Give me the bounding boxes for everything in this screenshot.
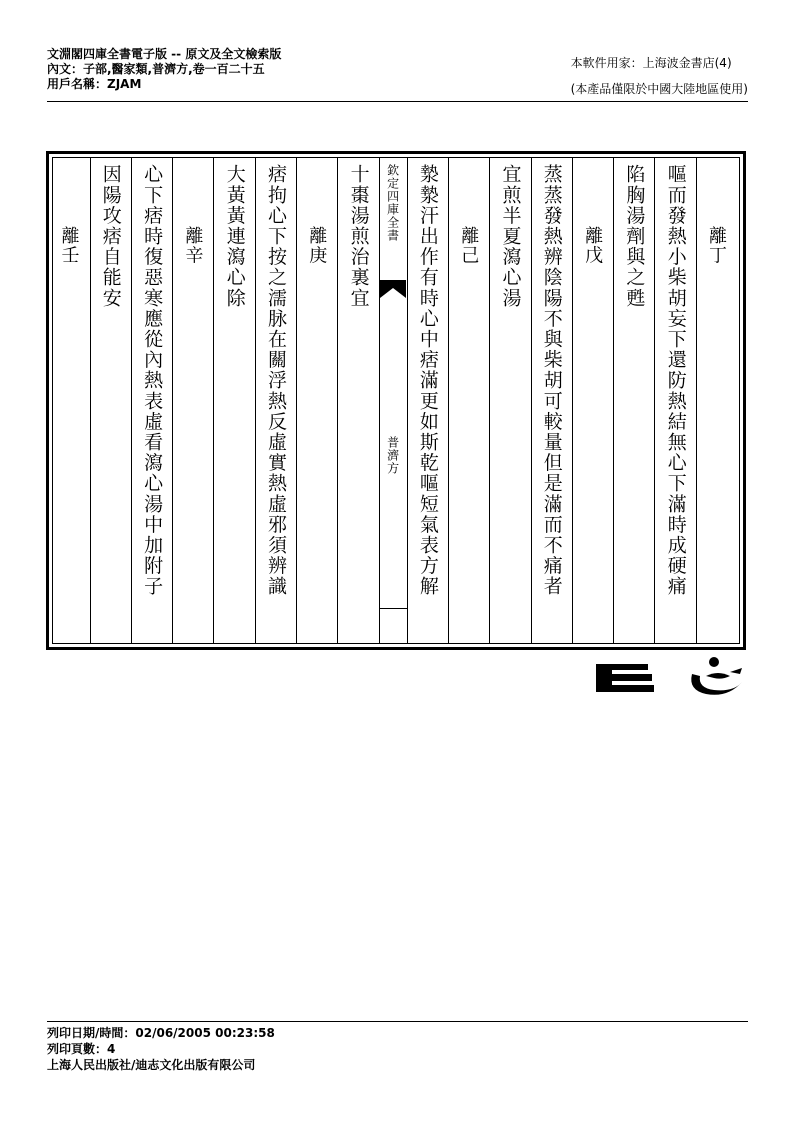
section-heading-column: [696, 158, 737, 643]
section-heading: 離庚: [306, 226, 328, 266]
text-column: [654, 158, 695, 643]
publisher-logo-left: [592, 660, 658, 696]
fishtail-mark-icon: [380, 280, 406, 300]
verse-line: 蒸蒸發熱辨陰陽不與柴胡可較量但是滿而不痛者: [540, 164, 563, 597]
publisher-line: 上海人民出版社/迪志文化出版有限公司: [47, 1058, 256, 1072]
print-datetime: 列印日期/時間：02/06/2005 00:23:58: [47, 1026, 275, 1040]
fold-title: 欽定四庫全書: [385, 164, 400, 242]
section-heading-column: [448, 158, 489, 643]
footer-divider: [47, 1021, 748, 1022]
header-title: 文淵閣四庫全書電子版 -- 原文及全文檢索版: [47, 47, 282, 61]
section-heading: 離丁: [705, 226, 727, 266]
text-frame: [46, 151, 746, 650]
header-right: [571, 50, 748, 102]
text-column: [131, 158, 172, 643]
verse-line: 嘔而發熱小柴胡妄下還防熱結無心下滿時成硬痛: [664, 164, 687, 597]
text-column: [90, 158, 131, 643]
section-heading-column: [48, 158, 89, 643]
fold-divider: [380, 608, 407, 609]
verse-line: 陷胸湯劑與之甦: [623, 164, 646, 309]
text-column: [407, 158, 448, 643]
publisher-logo-right: [684, 654, 746, 700]
print-page-count: 列印頁數：4: [47, 1042, 116, 1056]
header-divider: [47, 101, 748, 102]
footer: [47, 1025, 275, 1073]
verse-line: 痞拘心下按之濡脉在關浮熱反虛實熱虛邪須辨識: [264, 164, 287, 597]
section-heading: 離辛: [182, 226, 204, 266]
section-heading-column: [296, 158, 337, 643]
section-heading: 離壬: [58, 226, 80, 266]
text-column: [337, 158, 378, 643]
section-heading-column: [572, 158, 613, 643]
section-heading: 離己: [458, 226, 480, 266]
verse-line: 十棗湯煎治裏宜: [347, 164, 370, 309]
book-fold-column: [379, 158, 407, 643]
verse-line: 大黃黃連瀉心除: [223, 164, 246, 309]
verse-line: 因陽攻痞自能安: [99, 164, 122, 309]
section-heading-column: [172, 158, 213, 643]
header-left: [47, 47, 281, 92]
header-region-note: (本產品僅限於中國大陸地區使用): [570, 82, 748, 96]
header-username: 用戶名稱：ZJAM: [47, 77, 142, 91]
text-column: [255, 158, 296, 643]
verse-line: 心下痞時復惡寒應從內熱表虛看瀉心湯中加附子: [141, 164, 164, 597]
text-column: [531, 158, 572, 643]
header-content-path: 內文：子部,醫家類,普濟方,卷一百二十五: [47, 62, 265, 76]
text-column: [489, 158, 530, 643]
text-columns: [52, 157, 740, 644]
section-heading: 離戊: [582, 226, 604, 266]
verse-line: 宜煎半夏瀉心湯: [499, 164, 522, 309]
fold-book-name: 普濟方: [385, 436, 400, 475]
text-column: [613, 158, 654, 643]
header-licensee: 本軟件用家：上海波金書店(4): [570, 56, 732, 70]
text-column: [213, 158, 254, 643]
verse-line: 漐漐汗出作有時心中痞滿更如斯乾嘔短氣表方解: [416, 164, 439, 597]
